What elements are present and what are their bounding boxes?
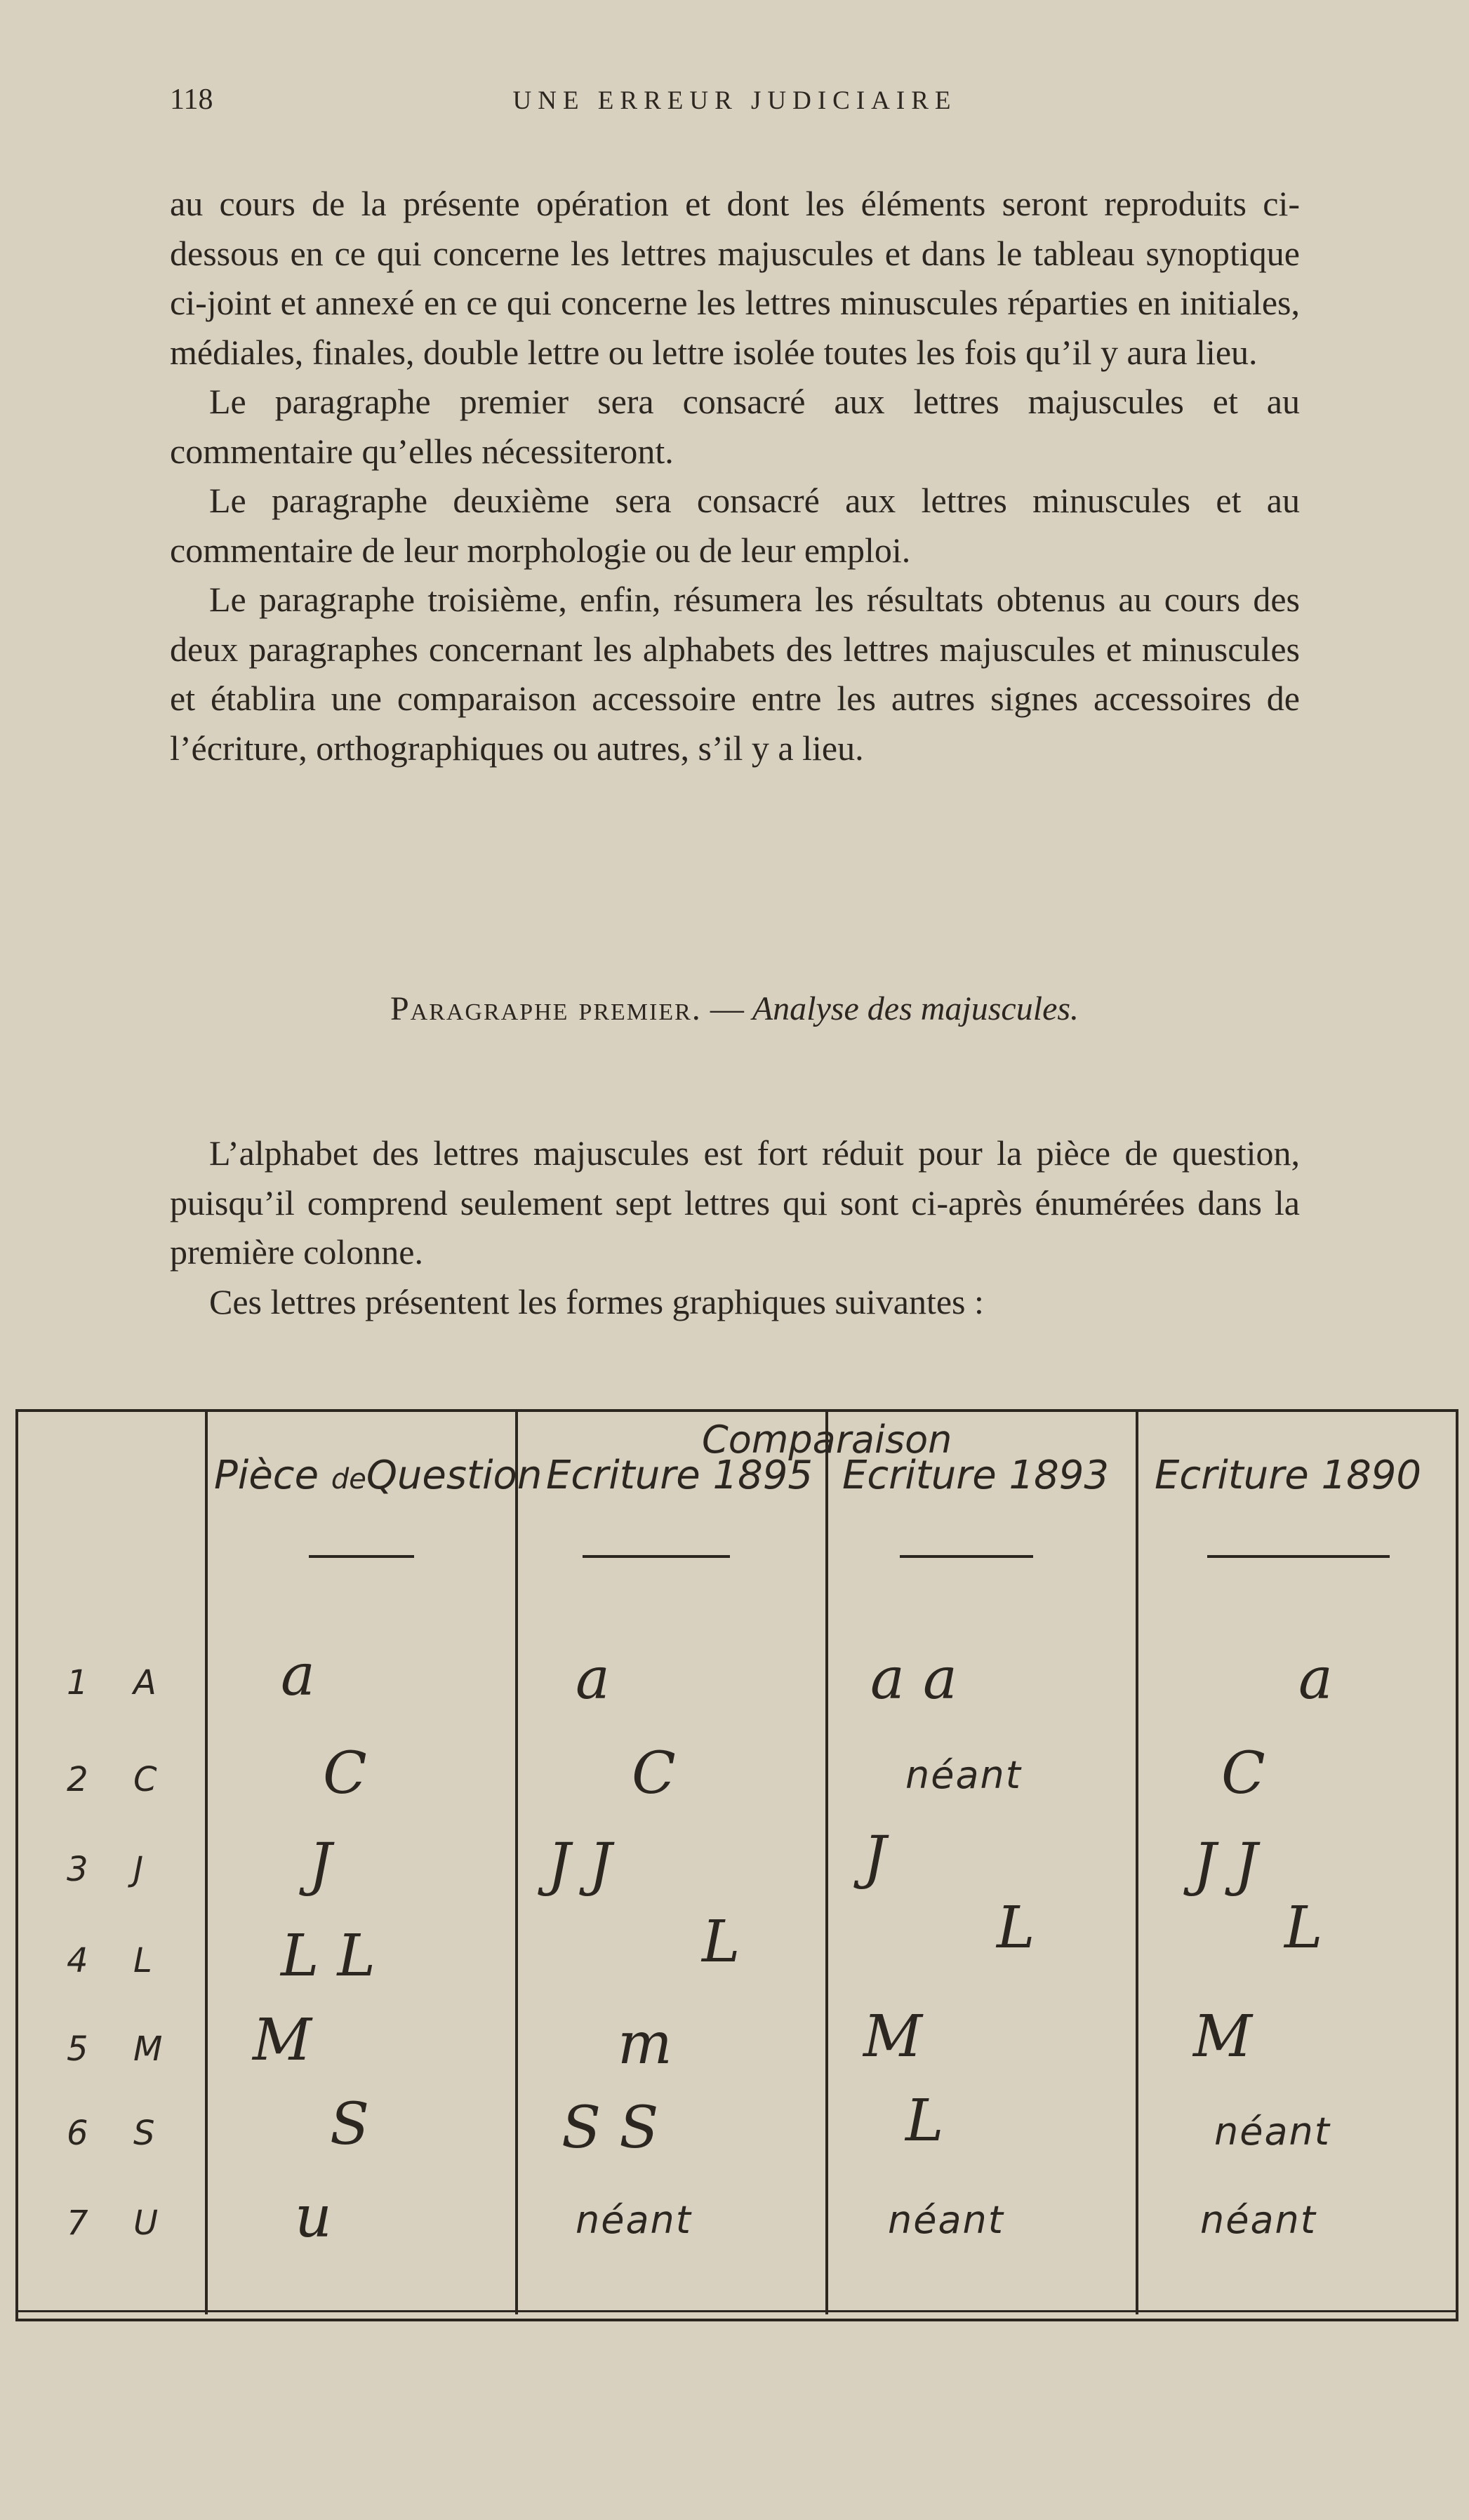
cell-1890: néant <box>1200 2198 1317 2242</box>
cell-1890: néant <box>1214 2109 1331 2154</box>
body-text-2 <box>170 1128 1300 1326</box>
table-bottom-rule <box>15 2310 1458 2312</box>
column-header-piece-main: Pièce <box>214 1453 319 1498</box>
cell-1893: J <box>863 1825 886 1891</box>
row-letter: A <box>133 1663 157 1702</box>
cell-piece: S <box>330 2091 370 2158</box>
section-dash: — <box>710 990 744 1027</box>
cell-piece: C <box>323 1740 367 1807</box>
cell-1895: J J <box>547 1832 612 1898</box>
row-letter: S <box>133 2114 155 2153</box>
header-underline <box>309 1555 414 1558</box>
row-number: 6 <box>67 2114 88 2153</box>
comparison-header: Comparaison <box>702 1418 952 1462</box>
row-number: 2 <box>67 1760 88 1799</box>
paragraph: L’alphabet des lettres majuscules est fort réduit pour la pièce de question, puisqu’il comprend seulement sept lettres qui sont ci-après énumérées dans la première colonne. <box>170 1133 1300 1272</box>
row-letter: C <box>133 1760 157 1799</box>
cell-1893: M <box>863 2004 922 2070</box>
paragraph: Ces lettres présentent les formes graphiques suivantes : <box>209 1281 984 1321</box>
section-label: Paragraphe premier. <box>390 990 702 1027</box>
row-number: 7 <box>67 2204 88 2243</box>
cell-piece: u <box>295 2184 332 2251</box>
section-title: Analyse des majuscules. <box>752 990 1079 1027</box>
header-underline <box>583 1555 730 1558</box>
column-divider <box>825 1412 828 2314</box>
column-header-piece-rest: Question <box>366 1453 543 1498</box>
column-divider <box>515 1412 518 2314</box>
column-header-piece-de: de <box>331 1463 366 1495</box>
body-text <box>170 179 1300 773</box>
page-header <box>170 83 1300 125</box>
cell-piece: L L <box>281 1923 375 1989</box>
row-letter: L <box>133 1941 152 1980</box>
cell-1893: L <box>905 2088 944 2154</box>
row-letter: J <box>133 1850 144 1889</box>
paragraph: Le paragraphe deuxième sera consacré aux lettres minuscules et au commentaire de leur morphologie ou de leur emploi. <box>170 481 1300 570</box>
row-number: 5 <box>67 2029 88 2069</box>
running-title: UNE ERREUR JUDICIAIRE <box>512 86 957 115</box>
row-letter: M <box>133 2029 163 2069</box>
cell-piece: M <box>253 2007 312 2074</box>
cell-1890: L <box>1284 1895 1323 1961</box>
column-header-1893: Ecriture 1893 <box>842 1453 1109 1498</box>
cell-1893: L <box>997 1895 1035 1961</box>
cell-1895: a <box>576 1646 610 1712</box>
page-number: 118 <box>170 84 213 116</box>
cell-piece: J <box>309 1832 332 1898</box>
column-divider <box>1136 1412 1138 2314</box>
cell-1890: M <box>1193 2004 1252 2070</box>
cell-1895: C <box>632 1740 676 1807</box>
header-underline <box>1207 1555 1390 1558</box>
paragraph: Le paragraphe premier sera consacré aux lettres majuscules et au commentaire qu’elles nécessiteront. <box>170 382 1300 471</box>
cell-1895: L <box>702 1909 740 1975</box>
column-header-1890: Ecriture 1890 <box>1155 1453 1421 1498</box>
cell-1890: J J <box>1193 1832 1258 1898</box>
row-number: 4 <box>67 1941 88 1980</box>
row-number: 1 <box>67 1663 88 1702</box>
header-underline <box>900 1555 1033 1558</box>
paragraph: au cours de la présente opération et dont les éléments seront reproduits ci-dessous en ce qui concerne les lettres majuscules et dans le tableau synoptique ci-joint et annexé en ce qui concerne les lettres minuscules réparties en initiales, médiales, finales, double lettre ou lettre isolée toutes les fois qu’il y aura lieu. <box>170 184 1300 372</box>
column-header-piece <box>214 1453 542 1498</box>
paragraph: Le paragraphe troisième, enfin, résumera les résultats obtenus au cours des deux paragraphes concernant les alphabets des lettres majuscules et minuscules et établira une comparaison accessoire entre les autres signes accessoires de l’écriture, orthographiques ou autres, s’il y a lieu. <box>170 580 1300 768</box>
cell-piece: a <box>281 1642 315 1709</box>
column-header-1895: Ecriture 1895 <box>546 1453 813 1498</box>
column-divider <box>205 1412 208 2314</box>
row-letter: U <box>133 2204 159 2243</box>
cell-1890: C <box>1221 1740 1265 1807</box>
row-number: 3 <box>67 1850 88 1889</box>
cell-1890: a <box>1298 1646 1333 1712</box>
cell-1893: néant <box>905 1753 1022 1797</box>
cell-1895: néant <box>576 2198 692 2242</box>
cell-1895: m <box>618 2011 672 2077</box>
cell-1895: S S <box>561 2095 659 2161</box>
section-heading <box>0 989 1469 1028</box>
cell-1893: néant <box>888 2198 1004 2242</box>
cell-1893: a a <box>870 1646 957 1712</box>
